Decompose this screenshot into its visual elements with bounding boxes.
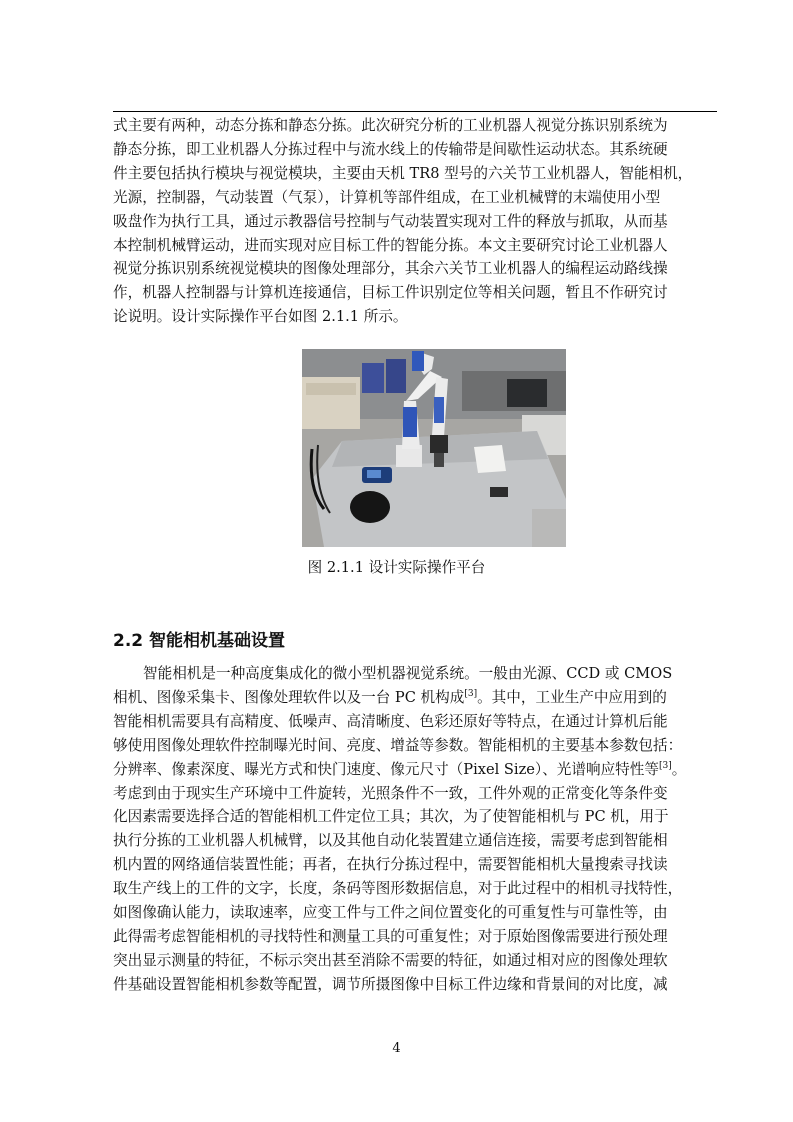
header-rule	[113, 111, 717, 112]
text-line: 视觉分拣识别系统视觉模块的图像处理部分，其余六关节工业机器人的编程运动路线操	[113, 260, 668, 278]
text-segment: 。其中，工业生产中应用到的	[477, 688, 667, 706]
text-line: 件基础设置智能相机参数等配置，调节所摄图像中目标工件边缘和背景间的对比度，减	[113, 975, 668, 993]
body-paragraph-1	[113, 114, 717, 329]
text-line: 机内置的网络通信装置性能；再者，在执行分拣过程中，需要智能相机大量搜索寻找读	[113, 856, 668, 874]
text-line: 取生产线上的工件的文字，长度，条码等图形数据信息，对于此过程中的相机寻找特性，	[113, 880, 683, 898]
text-line: 静态分拣，即工业机器人分拣过程中与流水线上的传输带是间歇性运动状态。其系统硬	[113, 140, 668, 158]
body-paragraph-2	[113, 662, 717, 997]
figure-caption: 图 2.1.1 设计实际操作平台	[307, 559, 486, 576]
section-heading: 2.2 智能相机基础设置	[113, 631, 286, 651]
page-number: 4	[392, 1041, 401, 1056]
text-line: 够使用图像处理软件控制曝光时间、亮度、增益等参数。智能相机的主要基本参数包括：	[113, 736, 683, 754]
text-line: 作，机器人控制器与计算机连接通信，目标工件识别定位等相关问题，暂且不作研究讨	[113, 284, 668, 302]
text-line: 化因素需要选择合适的智能相机工件定位工具；其次，为了使智能相机与 PC 机，用于	[113, 808, 669, 826]
text-line: 此得需考虑智能相机的寻找特性和测量工具的可重复性；对于原始图像需要进行预处理	[113, 927, 668, 945]
text-line: 本控制机械臂运动，进而实现对应目标工件的智能分拣。本文主要研究讨论工业机器人	[113, 236, 668, 254]
text-line: 执行分拣的工业机器人机械臂，以及其他自动化装置建立通信连接，需要考虑到智能相	[113, 832, 668, 850]
text-line	[113, 686, 717, 710]
text-segment: 。	[671, 760, 687, 778]
platform-photo	[302, 349, 566, 547]
text-line: 智能相机需要具有高精度、低噪声、高清晰度、色彩还原好等特点，在通过计算机后能	[113, 712, 668, 730]
citation-superscript: [3]	[464, 689, 478, 700]
text-line: 论说明。设计实际操作平台如图 2.1.1 所示。	[113, 308, 408, 326]
text-line: 考虑到由于现实生产环境中工件旋转，光照条件不一致，工件外观的正常变化等条件变	[113, 784, 668, 802]
text-line: 件主要包括执行模块与视觉模块，主要由天机 TR8 型号的六关节工业机器人，智能相机，	[113, 164, 693, 182]
citation-superscript: [3]	[658, 760, 672, 771]
text-line: 式主要有两种，动态分拣和静态分拣。此次研究分析的工业机器人视觉分拣识别系统为	[113, 117, 668, 134]
text-segment: 分辨率、像素深度、曝光方式和快门速度、像元尺寸（Pixel Size）、光谱响应特性等	[113, 760, 659, 778]
text-line: 智能相机是一种高度集成化的微小型机器视觉系统。一般由光源、CCD 或 CMOS	[143, 665, 673, 682]
text-line: 突出显示测量的特征，不标示突出甚至消除不需要的特征，如通过相对应的图像处理软	[113, 951, 668, 969]
text-line: 光源，控制器，气动装置（气泵），计算机等部件组成，在工业机械臂的末端使用小型	[113, 188, 661, 206]
text-segment: 相机、图像采集卡、图像处理软件以及一台 PC 机构成	[113, 688, 465, 706]
text-line: 如图像确认能力，读取速率，应变工件与工件之间位置变化的可重复性与可靠性等，由	[113, 904, 668, 922]
text-line: 吸盘作为执行工具，通过示教器信号控制与气动装置实现对工件的释放与抓取，从而基	[113, 212, 668, 230]
text-line	[113, 758, 717, 782]
